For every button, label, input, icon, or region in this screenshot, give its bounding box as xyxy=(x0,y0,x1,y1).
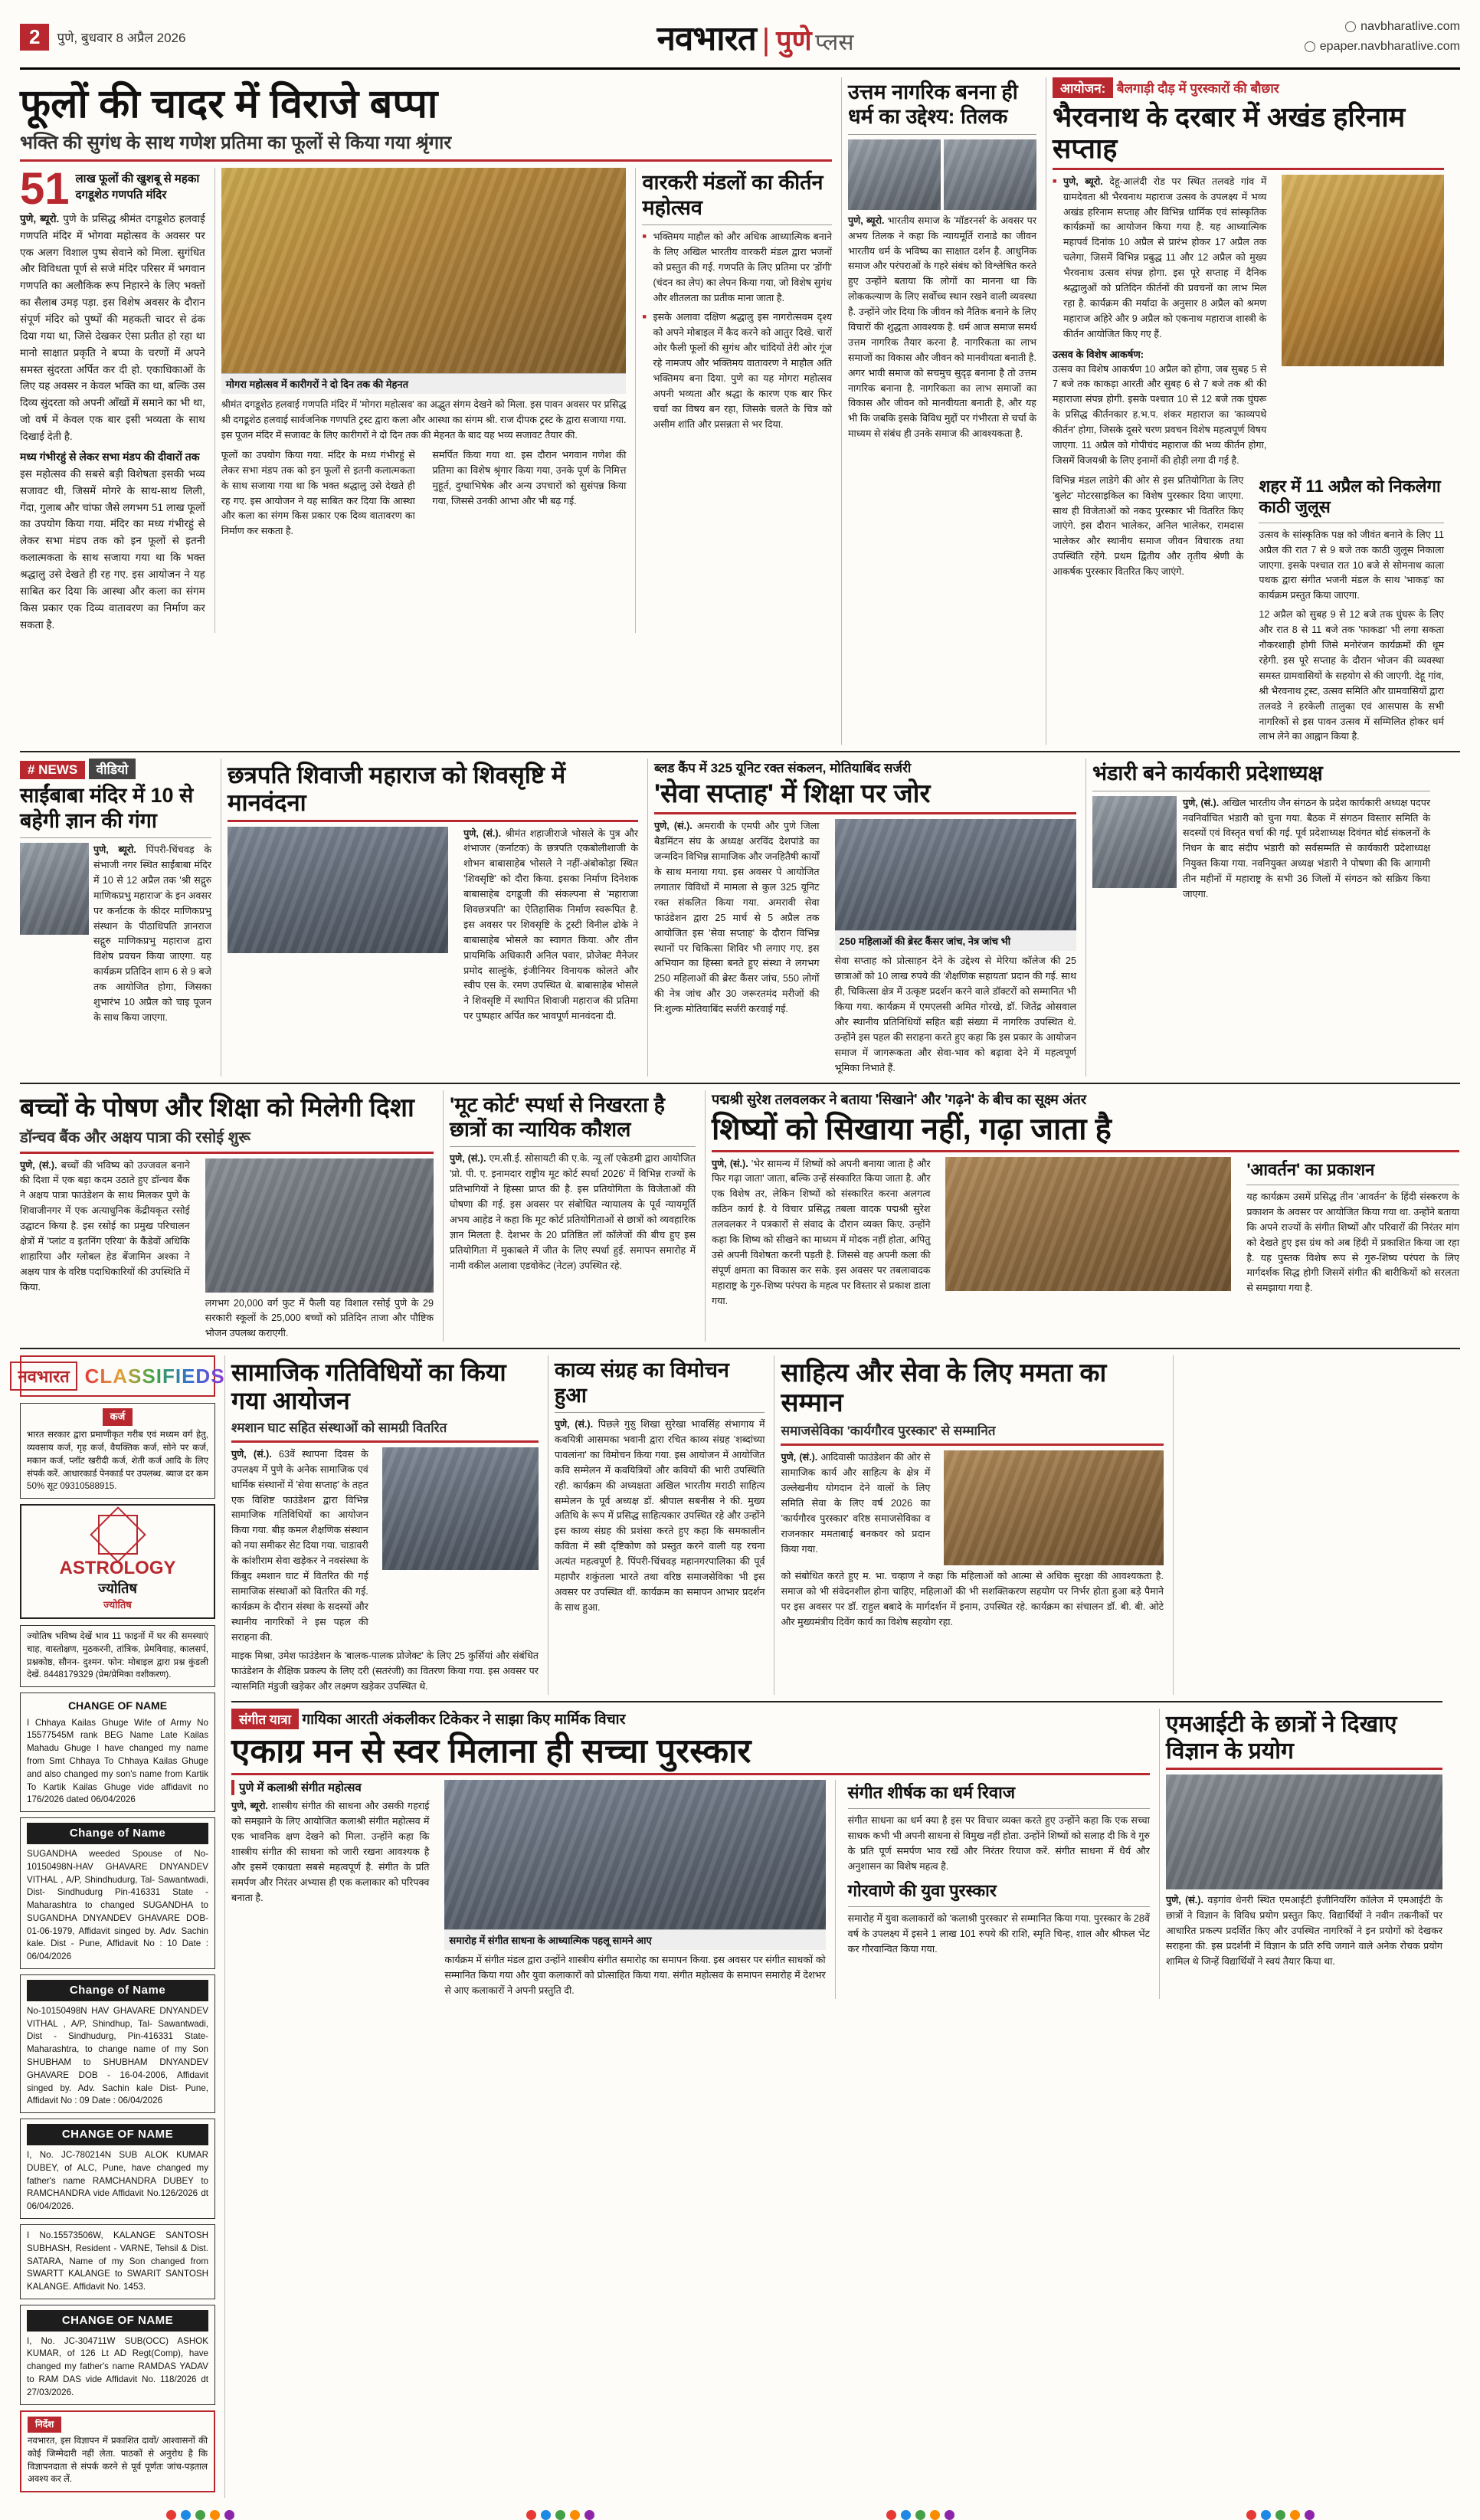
video-tag: वीडियो xyxy=(89,759,136,779)
loan-text: भारत सरकार द्वारा प्रमाणीकृत गरीब एवं मध्यम वर्ग हेतु, व्यवसाय कर्ज, गृह कर्ज, वैयक्तिक कर्ज, सोने पर कर्ज, मकान कर्ज, प्लॉट खरीदी कर्ज, शेती कर्ज आदि के लिए संपर्क करें. आधारकार्ड पेनकार्ड पर उपलब्ध. ब्याज दर कम 50% सूट 09310588915. xyxy=(27,1430,208,1492)
seva-headline: 'सेवा सप्ताह' में शिक्षा पर जोर xyxy=(654,779,931,809)
poshan-photo xyxy=(205,1158,434,1293)
samajik-story xyxy=(231,1355,539,1695)
sangeet-headline: एकाग्र मन से स्वर मिलाना ही सच्चा पुरस्कार xyxy=(231,1732,751,1771)
shivaji-byline: पुणे, (सं.). xyxy=(463,827,502,839)
bhairavnath-photo xyxy=(1282,175,1444,366)
website-link-2[interactable]: epaper.navbharatlive.com xyxy=(1319,40,1460,53)
samajik-byline: पुणे, (सं.). xyxy=(231,1448,272,1460)
saibaba-text: पिंपरी-चिंचवड़ के संभाजी नगर स्थित साईंबाबा मंदिर में 10 से 12 अप्रैल तक 'श्री सद्गुरु माणिकप्रभु महाराज' के इन अवसर पर कर्नाटक के कीदर माणिकप्रभु संस्थान के पीठाधिपति ज्ञानराज सद्गुरु माणिकप्रभु महाराज द्वारा विशेष प्रवचन किया जाएगा. यह कार्यक्रम प्रतिदिन शाम 6 से 9 बजे तक आयोजित होगा, जिसका शुभारंभ 10 अप्रैल को चाइ पूजन के साथ किया जाएगा. xyxy=(93,844,211,1023)
dot-group xyxy=(1246,2510,1315,2520)
tilak-photo-1 xyxy=(848,139,941,210)
mootcourt-byline: पुणे, (सं.). xyxy=(450,1153,486,1165)
classifieds-column xyxy=(18,1355,225,2498)
classified-loan-ad[interactable] xyxy=(20,1403,215,1499)
disclaimer-text: नवभारत, इस विज्ञापन में प्रकाशित दावों/ आश्वासनों की कोई जिम्मेदारी नहीं लेता. पाठकों से अनुरोध है कि विज्ञापनदाता से संपर्क करने से पूर्व पूर्णतः जांच-पड़ताल अवश्य कर लें. xyxy=(28,2436,208,2485)
seva-photo-note: सेवा सप्ताह को प्रोत्साहन देने के उद्देश्य से मेरिया कॉलेज की 25 छात्राओं को 10 लाख रुपये की 'शैक्षणिक सहायता' प्रदान की गई. साथ ही, चिकित्सा क्षेत्र में उत्कृष्ट प्रदर्शन करने वाले डॉक्टरों को सम्मानित भी किया गया. कार्यक्रम में एमएलसी अमित गोरखे, डॉ. जितेंद्र ओसवाल और स्थानीय प्रतिनिधियों सहित बड़ी संख्या में नागरिक उपस्थित थे. उन्होंने इस पहल की सराहना करते हुए कहा कि इस प्रकार के आयोजन समाज में जागरूकता और सेवा-भाव को बढ़ावा देने में महत्वपूर्ण भूमिका निभाते हैं. xyxy=(834,955,1076,1073)
mit-headline: एमआईटी के छात्रों ने दिखाए विज्ञान के प्रयोग xyxy=(1165,1712,1397,1764)
tilak-byline: पुणे, ब्यूरो. xyxy=(848,215,885,226)
mamta-subhead: समाजसेविका 'कार्यगौरव पुरस्कार' से सम्मानित xyxy=(781,1424,996,1439)
sangeet-story xyxy=(231,1709,1150,1999)
classifieds-logo: नवभारत xyxy=(10,1362,77,1391)
samajik-photo xyxy=(382,1447,539,1570)
dot-group xyxy=(526,2510,594,2520)
lead-kicker: लाख फूलों की खुशबू से महका दगडूशेठ गणपति मंदिर xyxy=(75,172,200,202)
website-link-1[interactable]: navbharatlive.com xyxy=(1360,20,1460,34)
seva-photo xyxy=(835,819,1076,930)
registration-marks xyxy=(20,2505,1460,2520)
kavya-headline: काव्य संग्रह का विमोचन हुआ xyxy=(554,1358,729,1407)
lead-subhead: भक्ति की सुगंध के साथ गणेश प्रतिमा का फूलों से किया गया श्रृंगार xyxy=(20,133,452,154)
warkari-story xyxy=(635,168,832,633)
talwalkar-story xyxy=(705,1090,1459,1342)
lead-para-4: समर्पित किया गया था. इस दौरान भगवान गणेश की प्रतिमा का विशेष श्रृंगार किया गया, उनके पूर्ण के निमित्त मुहूर्त, दुग्धाभिषेक और अन्य उपचारों को सुसंपन्न किया गया, जिससे उनकी आभा और भी बढ़ गई. xyxy=(432,449,627,506)
lead-byline: पुणे, ब्यूरो. xyxy=(20,212,60,224)
sangeet-side-text-2: समारोह में युवा कलाकारों को 'कलाश्री पुरस्कार' से सम्मानित किया गया. पुरस्कार के 28वें वर्ष के उपलक्ष्य में इसने 1 लाख 101 रुपये की राशि, स्मृति चिन्ह, शाल और श्रीफल भेंट कर गौरवान्वित किया गया. xyxy=(847,1912,1150,1955)
sangeet-photo-caption: समारोह में संगीत साधना के आध्यात्मिक पहलू सामने आए xyxy=(444,1929,825,1950)
disclaimer-tag: निर्देश xyxy=(28,2417,61,2433)
lead-headline: फूलों की चादर में विराजे बप्पा xyxy=(20,82,438,126)
mit-story xyxy=(1159,1709,1442,1999)
mootcourt-headline: 'मूट कोर्ट' स्पर्धा से निखरता है छात्रों का न्यायिक कौशल xyxy=(450,1093,665,1141)
mootcourt-text: एम.सी.ई. सोसायटी की ए.के. न्यू लॉ एकेडमी द्वारा आयोजित 'प्रो. पी. ए. इनामदार राष्ट्रीय मूट कोर्ट स्पर्धा 2026' में विभिन्न राज्यों के प्रतिभागियों ने हिस्सा प्राप्त की है. इस प्रतियोगिता के विजेताओं की घोषणा की गई. इस अवसर पर संबोधित न्यायालय के पूर्व न्यायमूर्ति अभय आहेड ने कहा कि मूट कोर्ट प्रतियोगिताओं से छात्रों को व्यवहारिक ज्ञान मिलता है. देशभर के 20 प्रतिष्ठित लॉ कॉलेजों की बीच हुए इस प्रतियोगिता में मुकाबले में जीत के लिए स्पर्धा हुई. समापन समारोह में नामी वकील अलावा एडवोकेट (नेटल) उपस्थित रहे. xyxy=(450,1153,696,1271)
mamta-text-2: को संबोधित करते हुए म. भा. चव्हाण ने कहा कि महिलाओं को आत्मा से अधिक सुरक्षा की आवश्यकता है. समाज को भी संवेदनशील होना चाहिए, महिलाओं की भी सशक्तिकरण सहयोग पर निर्भर होता हुआ बड़े पैमाने पर इस अवसर पर डॉ. राहुल बबादे के मार्गदर्शन में इनाम, उपस्थित रहे. कार्यक्रम का संचालन डॉ. बी. बी. ओटे और मुख्यमंत्रीय दिवेंग कार्य का विशेष सहयोग रहा. xyxy=(781,1571,1164,1628)
astrology-ad[interactable] xyxy=(20,1504,215,1619)
poshan-subhead: डॉन्चव बैंक और अक्षय पात्रा की रसोई शुरू xyxy=(20,1129,250,1146)
talwalkar-side-headline: 'आवर्तन' का प्रकाशन xyxy=(1246,1159,1375,1179)
bhandari-story xyxy=(1085,759,1430,1076)
kavya-byline: पुणे, (सं.). xyxy=(554,1419,594,1430)
news-tag: # NEWS xyxy=(20,761,85,779)
shivaji-photo xyxy=(228,827,448,953)
masthead-left xyxy=(20,24,380,51)
star-icon xyxy=(90,1506,146,1563)
mamta-photo xyxy=(944,1450,1164,1565)
classified-title: CHANGE OF NAME xyxy=(27,2310,208,2332)
lead-para-1: पुणे के प्रसिद्ध श्रीमंत दगडूशेठ हलवाई गणपति मंदिर में भोगवा महोत्सव के अवसर पर एक अलग विशाल पुष्प सेवाने को मिला. सुगंधित और विविधता पूर्ण से सजे मंदिर परिसर में भगवान गणपति का अलौकिक रूप निहारने के लिए भक्तों का सैलाब उमड़ पड़ा. इस विशेष अवसर के दौरान संपूर्ण मंदिर को पुष्पों की महकती चादर से ढंक दिया गया था, जिसे देखकर ऐसा प्रतीत हो रहा था मानो साक्षात प्रकृति ने बप्पा के चरणों में अपने समस्त सुंदरता अर्पित कर दी हो. एकाधिकाओं के लिए यह अवसर न केवल भक्ति का था, बल्कि उस दिव्य सुंदरता को अपनी आँखों में समाने का भी था, जो वर्ष में केवल एक बार इसी भव्यता के साथ दिखाई देती है. xyxy=(20,212,205,442)
warkari-bullet-1: ■ भक्तिमय माहौल को और अधिक आध्यात्मिक बनाने के लिए अखिल भारतीय वारकरी मंडल द्वारा भजनों को प्रस्तुत की गई. गणपति के लिए प्रतिमा पर 'डोंगी' (चंदन का लेप) का लेपन किया गया, जो विशेष सुगंध और शीतलता का प्रतीक माना जाता है. xyxy=(642,230,832,306)
classified-body: I, No. JC-780214N SUB ALOK KUMAR DUBEY, of ALC, Pune, have changed my father's name RAMCHANDRA DUBEY to RAMCHANDRA vide Affidavit No.126/2026 dt 06/04/2026. xyxy=(27,2149,208,2212)
bhandari-photo xyxy=(1092,796,1177,888)
talwalkar-byline: पुणे, (सं.). xyxy=(712,1158,748,1169)
shivaji-text: श्रीमंत शहाजीराजे भोसले के पुत्र और शंभाजर (कर्नाटक) के छत्रपति एकबोलीशाजी के शोभन बाबासाहेब भोसले ने नहीं-अंबोकोड़ा स्थित 'शिवसृष्टि' को दौरा किया. इसका निर्माण दिनेशक बाबासाहेब दगडूजी की संकल्पना से 'महाराजा शिवछत्रपति' का ऐतिहासिक निर्माण स्वरूपित है. इस अवसर पर शिवसृष्टि के ट्रस्टी विनील ढोके ने बाबासाहेब भोसले का स्वागत किया. और तीन प्रायमिकि अधिकारी अनिल पवार, प्रोजेक्ट मैनेजर प्रमोद साल्हुंके, इंजीनियर विनायक कोलते और स्वीप एस के. रमण उपस्थित थे. बाबासाहेब भोसले ने शिवसृष्टि में स्थापित शिवाजी महाराज की प्रतिमा पर पुष्पहार अर्पित कर भावपूर्ण मानवंदना दी. xyxy=(463,827,638,1022)
bhairavnath-text-1: देहू-आलंदी रोड पर स्थित तलवडे गांव में ग्रामदेवता श्री भैरवनाथ महाराज उत्सव के उपलक्ष्य में भव्य अखंड हरिनाम सप्ताह और विभिन्न धार्मिक एवं सांस्कृतिक कार्यक्रमों का आयोजन किया गया है. यह आध्यात्मिक महापर्व दिनांक 10 अप्रैल से प्रारंभ होकर 17 अप्रैल तक चलेगा, जिसमें विभिन्न प्रबुद्ध 11 और 12 अप्रैल को मुख्य भैरवनाथ उत्सव संपन्न होगा. इस पूरे सप्ताह में दैनिक श्रद्धालुओं को प्रतिदिन कीर्तनों की प्रवचनों का लाभ मिल रहा है. कार्यक्रम की मर्यादा के अनुसार 8 अप्रैल को श्रमण महाराज अहिरे और 9 अप्रैल को एकनाथ महाराज शास्त्री के कीर्तन आयोजित किए गए हैं. xyxy=(1063,175,1267,339)
talwalkar-headline: शिष्यों को सिखाया नहीं, गढ़ा जाता है xyxy=(712,1112,1112,1146)
sangeet-kicker: पुणे में कलाश्री संगीत महोत्सव xyxy=(231,1780,429,1795)
saibaba-story xyxy=(20,759,211,1076)
talwalkar-side-text: यह कार्यक्रम उसमें प्रसिद्ध तीन 'आवर्तन' के हिंदी संस्करण के प्रकाशन के अवसर पर आयोजित किया गया था. उन्होंने बताया कि अपने राज्यों के संगीत शिष्यों और परिवारों की निरंतर मांग को देखते हुए इस ग्रंथ को अब हिंदी में प्रकाशित किया जा रहा है. यह पुस्तक विशेष रूप से गुरु-शिष्य परंपरा के लिए मार्गदर्शक सिद्ध होगी जिसमें संगीत की बारीकियों को सरलता से समझाया गया है. xyxy=(1246,1191,1460,1294)
bhairavnath-subheadline: शहर में 11 अप्रैल को निकलेगा काठी जुलूस xyxy=(1259,476,1441,517)
mit-byline: पुणे, (सं.). xyxy=(1165,1895,1203,1906)
globe-icon xyxy=(1305,41,1315,52)
astrology-sub-2: ज्योतिष xyxy=(103,1599,132,1611)
bhandari-byline: पुणे, (सं.). xyxy=(1183,797,1220,808)
saibaba-headline: साईंबाबा मंदिर में 10 से बहेगी ज्ञान की गंगा xyxy=(20,784,194,832)
lead-col-1 xyxy=(20,164,205,633)
samajik-headline: सामाजिक गतिविधियों का किया गया आयोजन xyxy=(231,1358,506,1415)
page-number: 2 xyxy=(20,24,49,51)
kavya-story xyxy=(548,1355,765,1695)
astrology-text: ज्योतिष भविष्य देखें भाव 11 फाइनों में घर की समस्याएं चाह, वास्तोक्षण, मुठकरनी, तांत्रिक, प्रेमविवाह, कालसर्प, प्रश्नकोष्ठ, सौनन- दुश्मन. फोन: मोबाइल द्वारा प्रश्न कुंडली देखें. 8448179329 (प्रेम/प्रेमिका वशीकरण). xyxy=(27,1631,208,1680)
classified-item[interactable] xyxy=(20,1693,215,1812)
bhairavnath-subtext-1: उत्सव के सांस्कृतिक पक्ष को जीवंत बनाने के लिए 11 अप्रैल की रात 7 से 9 बजे तक काठी जुलूस निकाला जाएगा. इसके पश्चात रात 10 बजे से सोमनाथ काला पथक द्वारा संगीत भजनी मंडल के साथ 'भाकड़' का कार्यक्रम प्रस्तुत किया जाएगा. xyxy=(1259,529,1444,601)
lower-right-block xyxy=(224,1355,1442,2498)
classified-body: I No.15573506W, KALANGE SANTOSH SUBHASH, Resident - VARNE, Tehsil & Dist. SATARA, Name of my Son changed from SWARTT KALANGE to SWARIT SANTOSH KALANGE. Affidavit No. 1453. xyxy=(27,2230,208,2292)
tilak-headline: उत्तम नागरिक बनना ही धर्म का उद्देश्य: तिलक xyxy=(848,80,1018,129)
classified-body: I Chhaya Kailas Ghuge Wife of Army No 15577545M rank BEG Name Late Kailas Mahadu Ghuge I have changed my name from Smt Chhaya To Chhaya Kailas Ghuge and also changed my son's name from Kartik To Kartik Kailas Ghuge vide affidavit no 176/2026 dated 06/04/2026 xyxy=(27,1717,208,1805)
bhairavnath-headline: भैरवनाथ के दरबार में अखंड हरिनाम सप्ताह xyxy=(1053,101,1406,165)
classified-item[interactable] xyxy=(20,2305,215,2405)
warkari-headline: वारकरी मंडलों का कीर्तन महोत्सव xyxy=(642,171,823,219)
lead-story xyxy=(20,77,832,745)
logo-separator: | xyxy=(761,23,771,57)
talwalkar-text: 'भेर सामन्य में शिष्यों को अपनी बनाया जाता है और फिर गढ़ा जाता' जाता, बल्कि उन्हें संस्कारित किया जाता है. और एक विशेष तर, लेकिन शिष्यों को संस्कारित करना अलगत्व कठिन कार्य है. ये विचार प्रसिद्ध तबला वादक पद्मश्री सुरेश तलवलकर ने पत्रकारों से संवाद के दौरान व्यक्त किए. उन्होंने कहा कि शिष्य को सीखने का माध्यम में मोदक नहीं होता, अपितु उसे अपनी विशेषता करनी पड़ती है. जिससे वह अपनी कला की संपूर्ण क्षमता का विकास कर सके. इस अवसर पर तबलावादक महाराष्ट्र के गुरु-शिष्य परंपरा के महत्व पर विस्तार से प्रकाश डाला गया. xyxy=(712,1158,931,1306)
mamta-byline: पुणे, (सं.). xyxy=(781,1452,818,1463)
samajik-text: 63वें स्थापना दिवस के उपलक्ष्य में पुणे के अनेक सामाजिक एवं धार्मिक संस्थानों में 'सेवा सप्ताह' के तहत एक विशिष्ट फाउंडेशन द्वारा विभिन्न सामाजिक गतिविधियों का आयोजन किया गया. बीड़ कमल शैक्षणिक संस्थान को नया समीकर सेट दिया गया. चाडावरी के कांशीराम सेवा खड़ेकर ने नवसंस्था के किंबुद श्मशान घाट में वितरित की गई सामाजिक संस्थाओं को वितरित की गई. कार्यक्रम के दौरान संस्था के सदस्यों और स्थानीय नागरिकों ने इस पहल की सराहना की. xyxy=(231,1448,368,1643)
poshan-headline: बच्चों के पोषण और शिक्षा को मिलेगी दिशा xyxy=(20,1093,414,1122)
bhairavnath-story xyxy=(1046,77,1444,745)
classified-body: I, No. JC-304711W SUB(OCC) ASHOK KUMAR, of 126 Lt AD Regt(Comp), have changed my father's name RAMDAS YADAV to RAM DAS vide Affidavit No. 118/2026 dt 27/03/2026. xyxy=(27,2335,208,2397)
sangeet-tagline: गायिका आरती अंकलीकर टिकेकर ने साझा किए मार्मिक विचार xyxy=(302,1712,626,1729)
bhandari-text: अखिल भारतीय जैन संगठन के प्रदेश कार्यकारी अध्यक्ष पदपर नवनिर्वाचित भंडारी को चुना गया. बैठक में संगठन विस्तार समिति के सदस्यों एवं विस्तृत चर्चा की गई. पूर्व प्रदेशाध्यक्ष दिवंगत बोर्ड संकलनों के निधन के बाद संदीप भंडारी को सर्वसम्मति से कार्यकारी प्रदेशाध्यक्ष नियुक्त किया गया. नवनियुक्त अध्यक्ष भंडारी ने पोषणा की कि आगामी तीन महीनों में महाराष्ट्र के सभी 36 जिलों में संगठन को सक्रिय किया जाएगा. xyxy=(1183,797,1431,900)
seva-photo-caption: 250 महिलाओं की ब्रेस्ट कैंसर जांच, नेत्र जांच भी xyxy=(835,930,1076,951)
masthead-logo xyxy=(380,14,1131,60)
classified-title: CHANGE OF NAME xyxy=(67,1699,168,1712)
classified-body: SUGANDHA weeded Spouse of No-10150498N-HAV GHAVARE DNYANDEV VITHAL , A/P, Shindhudurg, Tal- Sawantwadi, Dist- Sindhudurg Pin-416331 State - Maharashtra to changed SUGANDHA to SUGANDHA DNYANDEV GHAVARE DOB-01-06-1979, Affidavit singed by. Adv. Sachin kale. Dist - Pune, Affidavit No : 10 Date : 06/04/2026 xyxy=(27,1848,208,1962)
sangeet-photo xyxy=(444,1780,825,1929)
saibaba-byline: पुणे, ब्यूरो. xyxy=(93,844,136,856)
saibaba-photo xyxy=(20,843,89,935)
mootcourt-story xyxy=(443,1090,696,1342)
classified-title: CHANGE OF NAME xyxy=(27,2124,208,2145)
bhairavnath-text-3: विभिन्न मंडल लाडेगे की ओर से इस प्रतियोगिता के लिए 'बुलेट' मोटरसाइकिल का विशेष पुरस्कार दिया जाएगा. साथ ही विजेताओं को नकद पुरस्कार भी वितरित किए जाएंगे. इस दौरान भालेकर, अनिल भालेकर, रामदास भालेकर और स्थानीय समाज जीवन विचारक तथा उपस्थिति रहेंगे. प्रथम द्वितीय और तृतीय श्रेणी के आकर्षक पुरस्कार वितरित किए जाएंगे. xyxy=(1053,474,1244,578)
classifieds-disclaimer xyxy=(20,2410,215,2493)
bhairavnath-subhead-1: उत्सव के विशेष आकर्षण: xyxy=(1053,348,1144,360)
shivaji-headline: छत्रपति शिवाजी महाराज को शिवसृष्टि में मानवंदना xyxy=(228,762,566,816)
sangeet-tag: संगीत यात्रा xyxy=(231,1709,299,1729)
bhairavnath-tagline: बैलगाड़ी दौड़ में पुरस्कारों की बौछार xyxy=(1116,81,1279,96)
lead-para-3: फूलों का उपयोग किया गया. मंदिर के मध्य गंभीरहुं से लेकर सभा मंडप तक को इन फूलों से इतनी कलात्मकता के साथ सजाया गया था कि भक्त श्रद्धालु उसे देखते ही रह गए. इस आयोजन ने यह साबित कर दिया कि आस्था और कला का संगम किस प्रकार एक दिव्य वातावरण का निर्माण कर सकता है. xyxy=(221,449,415,537)
masthead xyxy=(20,14,1460,70)
sangeet-text: शास्त्रीय संगीत की साधना और उसकी गहराई को समझाने के लिए आयोजित कलाश्री संगीत महोत्सव में एक भावनिक क्षण देखने को मिला. उन्होंने कहा कि शास्त्रीय संगीत की साधना को जारी रखना आवश्यक है और इसमें एकाग्रता सबसे महत्वपूर्ण है. संगीत के प्रति समर्पण और निरंतर अभ्यास ही एक कलाकार को परिपक्व बनाता है. xyxy=(231,1801,430,1903)
classified-body: No-10150498N HAV GHAVARE DNYANDEV VITHAL , A/P, Shindhup, Tal- Sawantwadi, Dist - Sindhudurg, Pin-416331 State- Maharashtra, to change name of my Son SHUBHAM to SHUBHAM DNYANDEV GHAVARE DOB - 16-04-2006, Affidavit singed by. Adv. Sachin kale Dist- Pune, Affidavit No : 09 Date : 06/04/2026 xyxy=(27,2005,208,2106)
dot-group xyxy=(886,2510,954,2520)
warkari-bullet-2: ■ इसके अलावा दक्षिण श्रद्धालु इस नागरोत्सवम दृश्य को अपने मोबाइल में कैद करने को आतुर दिखे. चारों ओर फैली फूलों की सुगंध और चांदियों तेरी ओर गूंज रहे नामजप और भक्तिमय वातावरण ने माहौल अति भक्तिमय बना दिया. पुणे का यह मोगरा महोत्सव अपनी भव्यता और श्रद्धा के कारण एक बार फिर चर्चा का विषय बन रहा, जिसके चलते के चित्र को असीम शांति और प्रसन्नता से भर दिया. xyxy=(642,310,832,432)
sangeet-side-headline-2: गोरवाणे की युवा पुरस्कार xyxy=(847,1881,997,1901)
seva-byline: पुणे, (सं.). xyxy=(654,821,693,832)
classifieds-banner xyxy=(18,1355,225,1397)
logo-navbharat: नवभारत xyxy=(657,20,756,57)
classified-item[interactable] xyxy=(20,1817,215,1969)
mamta-headline: साहित्य और सेवा के लिए ममता का सम्मान xyxy=(781,1358,1107,1418)
mamta-text: आदिवासी फाउंडेशन की ओर से सामाजिक कार्य और साहित्य के क्षेत्र में उल्लेखनीय योगदान देने वालों के लिए समिति सेवा के लिए वर्ष 2026 का 'कार्यगौरव पुरस्कार' वरिष्ठ समाजसेविका व राजनकार ममताबाई बनकवर को प्रदान किया गया. xyxy=(781,1452,931,1555)
lead-photo-caption: मोगरा महोत्सव में कारीगरों ने दो दिन तक की मेहनत xyxy=(221,373,627,394)
bhairavnath-tag: आयोजन: xyxy=(1053,77,1113,98)
tilak-text: भारतीय समाज के 'मॉडरनर्स' के अवसर पर अभय तिलक ने कहा कि न्यायमूर्ति रानाडे का जीवन भारतीय धर्म के भविष्य का साक्षात दर्शन है. आधुनिक समाज और परंपराओं के गहरे संबंध को विश्लेषित करते हुए उन्होंने बताया कि लोगों का मानना था कि लोककल्याण के लिए सर्वोच्च स्थान रखने वाली व्यवस्था है. उन्होंने जोर दिया कि जीवन को नैतिक बनाने के लिए विचारों की शुद्धता आवश्यक है. धर्म आज समाज समर्थ उत्तम नागरिक तैयार करना है. नागरिकता का लाभ समाजों का विकास और जीवन को मानवीयता बनाती है. अगर भावी समाज को सचमुच सुदृढ़ बनाना है तो उत्तम नागरिक बनाना है. नागरिकता का लाभ समाजों का विकास और जीवन को मानवीयता बनाती है, और यह भी कि जबकि इसके विविध मुद्दों पर गंभीरता से चर्चा के माध्यम से संबंध ही उनके समाज की आवश्यकता है. xyxy=(848,215,1036,440)
dot-group xyxy=(166,2510,234,2520)
lead-photo xyxy=(221,168,627,373)
globe-icon xyxy=(1345,21,1356,32)
classified-item[interactable] xyxy=(20,1974,215,2113)
logo-plus: प्लस xyxy=(815,30,854,55)
kavya-text: पिछले गुरुु शिखा सुरेखा भावसिंह संभागाय में कवयित्री आसमका भवानी द्वारा रचित काव्य संग्रह 'शब्दांच्या पावलांना' का विमोचन किया गया. इस आयोजन में आयोजित कवि सम्मेलन में कवयित्रियों और कवियों की भारी उपस्थिति रही. कार्यक्रम की अध्यक्षता अखिल भारतीय मराठी साहित्य सम्मेलन के पूर्व अध्यक्ष डॉ. श्रीपाल सबनीस ने की. मुख्य अतिथि के रूप में प्रसिद्ध साहित्यकार उपस्थित रहे और उन्होंने इस काव्य संग्रह की प्रशंसा करते हुए कहा कि समकालीन कविता में स्त्री दृष्टिकोण को प्रस्तुत करने वाली यह रचना अत्यंत महत्वपूर्ण है. पिंपरी-चिंचवड़ महानगरपालिका की पूर्व महापौर शकुंतला भारते तथा वरिष्ठ समाजसेविका भी इस अवसर पर उपस्थित थीं. कार्यक्रम का समापन आभार प्रदर्शन के साथ हुआ. xyxy=(554,1419,765,1613)
seva-story xyxy=(647,759,1076,1076)
mit-top-spacer xyxy=(1173,1355,1442,1695)
sangeet-side-headline-1: संगीत शीर्षक का धर्म रिवाज xyxy=(847,1783,1016,1803)
classifieds-title: CLASSIFIEDS xyxy=(84,1364,225,1388)
classified-item[interactable] xyxy=(20,2224,215,2299)
bhairavnath-subtext-2: 12 अप्रैल को सुबह 9 से 12 बजे तक घुंघरू के लिए और रात 8 से 11 बजे तक 'फाकडा' भी लगा सकता नौकरशाही होगी जिसे मनोरंजन कार्यक्रमों की धूम रहेगी. इस पूरे सप्ताह के दौरान भोजन की व्यवस्था समस्त ग्रामवासियों के सहयोग से की जाएगी. देहू गांव, श्री भैरवनाथ ट्रस्ट, उत्सव समिति और ग्रामवासियों द्वारा तलवडे ने हरकेली तालुका एवं आसपास के सभी नागरिकों से इस पावन उत्सव में सम्मिलित होकर धर्म लाभ लेने का आह्वान किया है. xyxy=(1259,609,1444,742)
samajik-photo-note: माइक मिश्रा, उमेश फाउंडेशन के 'बालक-पालक प्रोजेक्ट' के लिए 25 कुर्सियां और संबंधित फाउंडेशन के शैक्षिक प्रकल्प के लिए दरी (सतरंजी) का वितरण किया गया. इस अवसर पर न्यासमिति मंडुजी खड़ेकर और लक्ष्मण खड़ेकर उपस्थित थे. xyxy=(231,1650,539,1693)
tilak-photo-2 xyxy=(944,139,1036,210)
poshan-byline: पुणे, (सं.). xyxy=(20,1159,57,1171)
lead-subhead-2: मध्य गंभीरहुं से लेकर सभा मंडप की दीवारों तक xyxy=(20,450,200,463)
lead-dropcap: 51 xyxy=(20,164,70,215)
mit-text: वड़गांव धेनरी स्थित एमआईटी इंजीनियरिंग कॉलेज में एमआईटी के छात्रों ने विज्ञान के विविध प्रयोग प्रस्तुत किए. विद्यार्थियों ने नवीन तकनीकों पर आधारित प्रकल्प प्रदर्शित किए और उपस्थित नागरिकों ने इन प्रयोगों को देखकर सराहना की. इस प्रदर्शनी में विज्ञान के प्रति रुचि जगाने वाले अनेक रोचक प्रयोग शामिल थे जिन्हें विद्यार्थियों ने स्वयं तैयार किया था. xyxy=(1165,1895,1443,1967)
poshan-text: बच्चों की भविष्य को उज्जवल बनाने की दिशा में एक बड़ा कदम उठाते हुए डॉन्चव बैंक ने अक्षय पात्रा फाउंडेशन के साथ मिलकर पुणे के शिवाजीनगर में एक अत्याधुनिक केंद्रीयकृत रसोई उद्घाटन किया है. इस रसोई का प्रमुख परिचालन क्षेत्रों में 'प्लांट व इतनिंग एरिया' के कैंडेवों अधिकि शाहारिया और ग्लोबल हेड बेंजामिन अश्का ने अक्षय पात्र के वरिष्ठ पदाधिकारियों की उपस्थिति में किया. xyxy=(20,1159,190,1293)
lead-photo-note: श्रीमंत दगडूशेठ हलवाई गणपति मंदिर में 'मोगरा महोत्सव' का अद्भुत संगम देखने को मिला. इस पावन अवसर पर प्रसिद्ध श्री दगडूशेठ हलवाई सार्वजनिक गणपति ट्रस्ट द्वारा कला और आस्था का संगम श्री. राज दीपक ट्रस्ट के द्वारा सजाया गया. इस पूजन मंदिर में सजावट के लिए कारीगरों ने दो दिन तक की मेहनत के बाद यह भव्य सजावट तैयार की. xyxy=(221,399,627,441)
astrology-text-box xyxy=(20,1625,215,1687)
classified-item[interactable] xyxy=(20,2119,215,2219)
tilak-story xyxy=(841,77,1036,745)
loan-tag: कर्ज xyxy=(103,1408,133,1426)
dateline: पुणे, बुधवार 8 अप्रैल 2026 xyxy=(57,30,186,45)
lead-para-2: इस महोत्सव की सबसे बड़ी विशेषता इसकी भव्य सजावट थी, जिसमें मोगरे के साथ-साथ लिली, गेंदा, गुलाब और चांफा जैसे लगभग 51 लाख फूलों का उपयोग किया गया. मंदिर का मध्य गंभीरहुं से लेकर सभा मंडप तक को इन फूलों से इतनी कलात्मकता के साथ सजाया गया था कि भक्त श्रद्धालु उसे देखते ही रह गए. इस आयोजन ने यह साबित कर दिया कि आस्था और कला का संगम किस प्रकार एक दिव्य वातावरण का निर्माण कर सकता है. xyxy=(20,467,205,631)
classified-title: Change of Name xyxy=(27,1980,208,2001)
seva-text: अमरावी के एमपी और पुणे जिला बैडमिंटन संघ के अध्यक्ष अरविंद देशपांडे का जन्मदिन विभिन्न सामाजिक और जनहितैषी कार्यों के साथ मनाया गया. इस अवसर पे आयोजित लगातार विविधों में मामला से कुल 325 यूनिट रक्त संकलित किया गया. अमरावी सेवा फाउंडेशन द्वारा 25 मार्च से 5 अप्रैल तक आयोजित इस 'सेवा सप्ताह' के दौरान विभिन्न स्थानों पर चिकित्सा शिविर भी लगाए गए. इस अभियान का हिस्सा बनते हुए संस्था ने लगभग 250 महिलाओं की ब्रेस्ट कैंसर जांच, 550 लोगों की नेत्र जांच और 30 जरूरतमंद मरीजों की नि:शुल्क मोतियाबिंद सर्जरी करवाई गई. xyxy=(654,821,820,1015)
bhandari-headline: भंडारी बने कार्यकारी प्रदेशाध्यक्ष xyxy=(1092,762,1323,785)
poshan-note: लगभग 20,000 वर्ग फुट में फैली यह विशाल रसोई पुणे के 29 सरकारी स्कूलों के 25,000 बच्चों को प्रतिदिन ताजा और पौष्टिक भोजन उपलब्ध कराएगी. xyxy=(205,1297,434,1339)
mamta-story xyxy=(774,1355,1163,1695)
masthead-right xyxy=(1131,17,1460,56)
logo-pune: पुणे xyxy=(776,25,812,56)
sangeet-byline: पुणे, ब्यूरो. xyxy=(231,1801,268,1812)
samajik-subhead: श्मशान घाट सहित संस्थाओं को सामग्री वितरित xyxy=(231,1420,447,1435)
talwalkar-photo xyxy=(945,1157,1231,1291)
astrology-title: ASTROLOGY xyxy=(59,1558,176,1579)
sangeet-side-text-1: संगीत साधना का धर्म क्या है इस पर विचार व्यक्त करते हुए उन्होंने कहा कि एक सच्चा साधक कभी भी अपनी साधना से विमुख नहीं होता. उन्होंने शिष्यों को सलाह दी कि वे गुरु के प्रति पूर्ण समर्पण भाव रखें और निरंतर रियाज करें. संगीत साधना में धैर्य और अनुशासन का विशेष महत्व है. xyxy=(847,1814,1150,1872)
lead-photo-block xyxy=(214,168,627,633)
shivaji-story xyxy=(221,759,638,1076)
astrology-sub-1: ज्योतिष xyxy=(98,1581,137,1597)
mit-photo xyxy=(1166,1774,1442,1889)
seva-kicker: ब्लड कैंप में 325 यूनिट रक्त संकलन, मोतियाबिंद सर्जरी xyxy=(654,761,912,776)
bhairavnath-byline: पुणे, ब्यूरो. xyxy=(1063,175,1103,187)
poshan-story xyxy=(20,1090,434,1342)
sangeet-photo-note: कार्यक्रम में संगीत मंडल द्वारा उन्होंने शास्त्रीय संगीत समारोह का समापन किया. इस अवसर पर संगीत साधकों को सम्मानित किया गया और युवा कलाकारों को प्रोत्साहित किया गया. संगीत महोत्सव के समापन समारोह में देशभर से आए कलाकारों ने अपनी प्रस्तुति दी. xyxy=(444,1955,826,1997)
bhairavnath-text-2: उत्सव का विशेष आकर्षण 10 अप्रैल को होगा, जब सुबह 5 से 7 बजे तक काकड़ा आरती और सुबह 6 से 7 बजे तक श्री की महाराजा संपन्न होगी. इसके पश्चात 10 से 12 बजे तक घुंघरू के प्रसिद्ध कीर्तनकार ह.भ.प. शंकर महाराज का 'काव्यपथे कीर्तन' होगा, जिसके दूसरे चरण प्रवचन विशेष महत्वपूर्ण विषय जाएगा. 11 अप्रैल को गोपीचंद महाराज की भव्य कीर्तन होगा, जिसमें विजयश्री के लिए इनामों की होड़ी लगा दी गई है. xyxy=(1053,363,1267,466)
talwalkar-kicker: पद्मश्री सुरेश तलवलकर ने बताया 'सिखाने' और 'गढ़ने' के बीच का सूक्ष्म अंतर xyxy=(712,1091,1087,1107)
classified-title: Change of Name xyxy=(27,1823,208,1844)
